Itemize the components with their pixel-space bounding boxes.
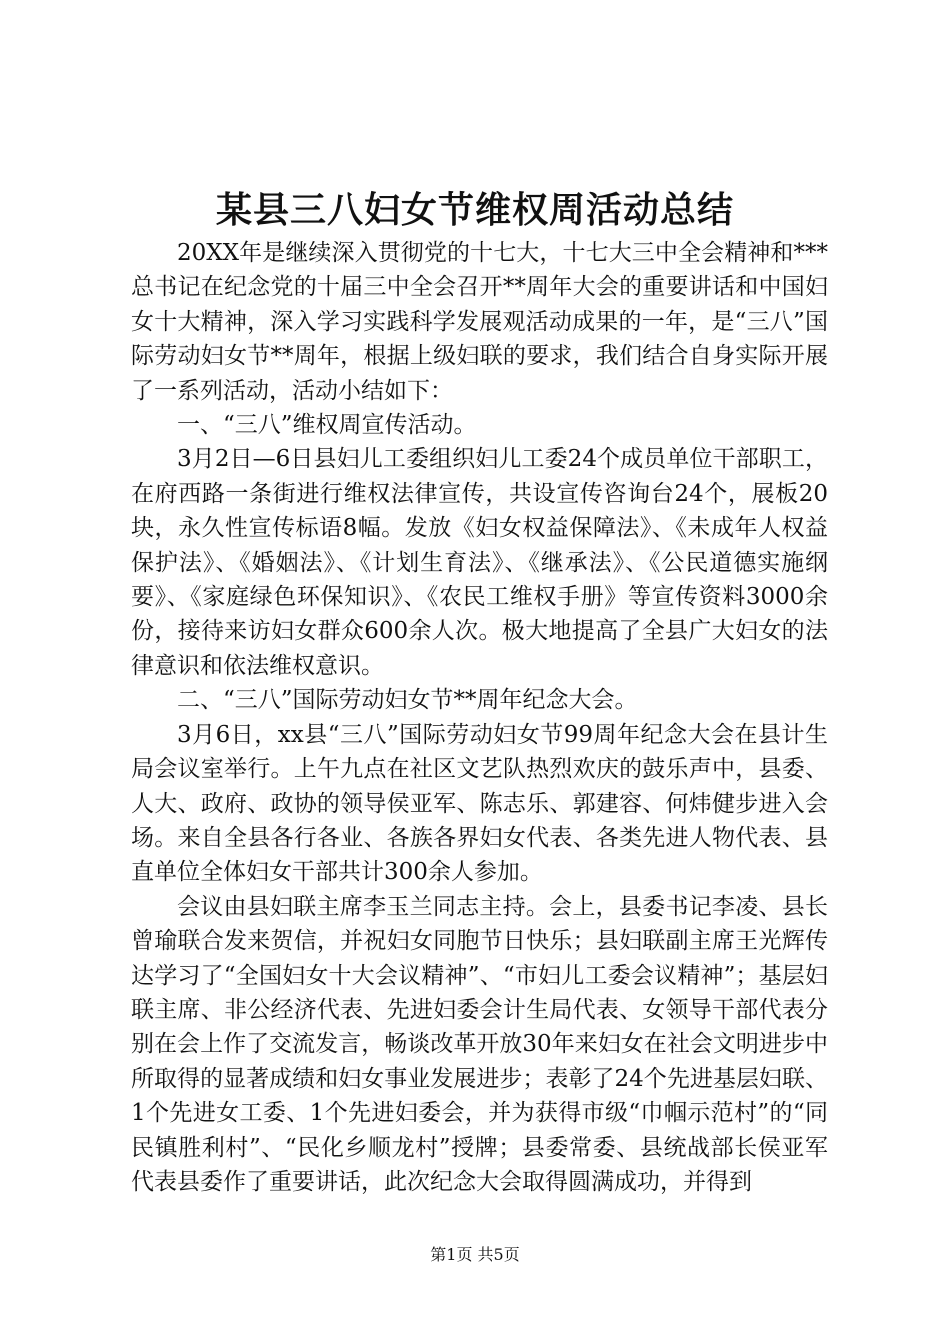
paragraph-publicity: 3月2日—6日县妇儿工委组织妇儿工委24个成员单位干部职工，在府西路一条街进行维权法律宣传，共设宣传咨询台24个，展板20块，永久性宣传标语8幅。发放《妇女权益保障法》、《未成年人权益保护法》、《婚姻法》、《计划生育法》、《继承法》、《公民道德实施纲要》、《家庭绿色环保知识》、《农民工维权手册》等宣传资料3000余份，接待来访妇女群众600余人次。极大地提高了全县广大妇女的法律意识和依法维权意识。: [131, 446, 828, 679]
document-title: 某县三八妇女节维权周活动总结: [215, 189, 734, 231]
paragraph-intro: 20XX年是继续深入贯彻党的十七大，十七大三中全会精神和***总书记在纪念党的十届三中全会召开**周年大会的重要讲话和中国妇女十大精神，深入学习实践科学发展观活动成果的一年，是“三八”国际劳动妇女节**周年，根据上级妇联的要求，我们结合自身实际开展了一系列活动，活动小结如下：: [131, 240, 828, 404]
paragraph-conference: 3月6日，xx县“三八”国际劳动妇女节99周年纪念大会在县计生局会议室举行。上午九点在社区文艺队热烈欢庆的鼓乐声中，县委、人大、政府、政协的领导侯亚军、陈志乐、郭建容、何炜健步进入会场。来自全县各行各业、各族各界妇女代表、各类先进人物代表、县直单位全体妇女干部共计300余人参加。: [131, 721, 828, 886]
document-body: [131, 236, 828, 1199]
paragraph-meeting: 会议由县妇联主席李玉兰同志主持。会上，县委书记李凌、县长曾瑜联合发来贺信，并祝妇女同胞节日快乐；县妇联副主席王光辉传达学习了“全国妇女十大会议精神”、“市妇儿工委会议精神”；基层妇联主席、非公经济代表、先进妇委会计生局代表、女领导干部代表分别在会上作了交流发言，畅谈改革开放30年来妇女在社会文明进步中所取得的显著成绩和妇女事业发展进步；表彰了24个先进基层妇联、1个先进女工委、1个先进妇委会，并为获得市级“巾帼示范村”的“同民镇胜利村”、“民化乡顺龙村”授牌；县委常委、县统战部长侯亚军代表县委作了重要讲话，此次纪念大会取得圆满成功，并得到: [131, 893, 828, 1195]
section-heading-2: 二、“三八”国际劳动妇女节**周年纪念大会。: [177, 687, 638, 714]
page-footer: 第1页 共5页: [430, 1245, 520, 1264]
section-heading-1: 一、“三八”维权周宣传活动。: [177, 412, 477, 439]
